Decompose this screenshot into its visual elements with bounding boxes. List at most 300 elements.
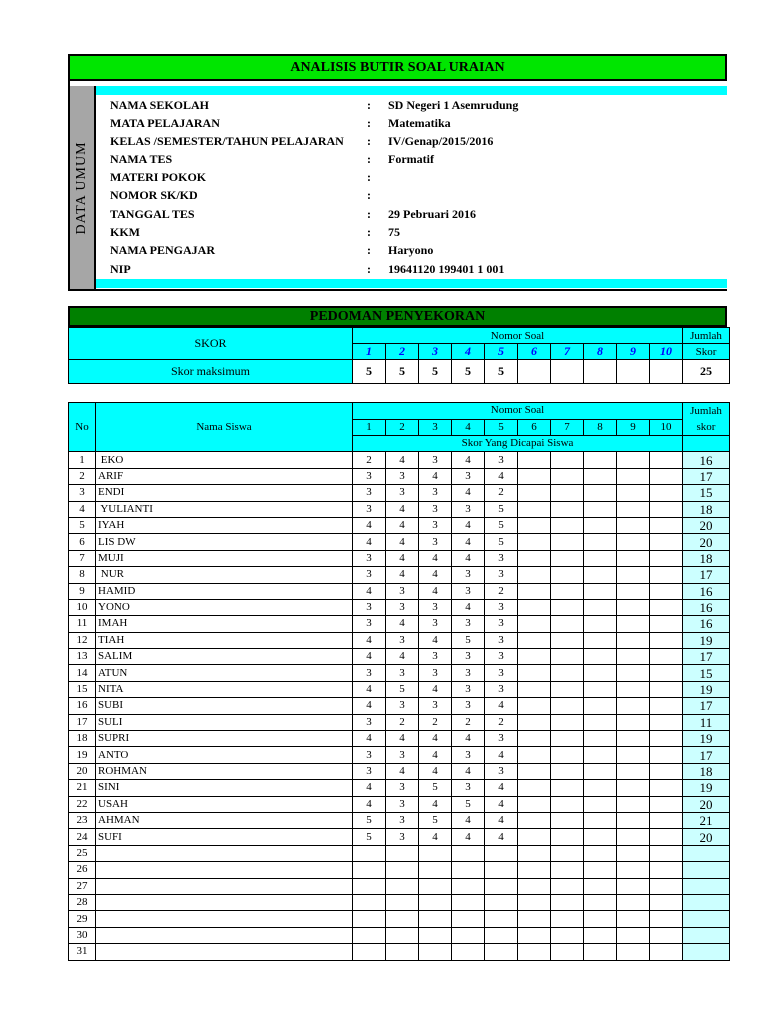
- score-cell: 5: [485, 534, 518, 550]
- score-cell: 4: [386, 567, 419, 583]
- score-cell: [518, 714, 551, 730]
- score-cell: [617, 927, 650, 943]
- score-cell: [452, 878, 485, 894]
- score-cell: 3: [386, 599, 419, 615]
- score-cell: [551, 649, 584, 665]
- score-cell: [551, 763, 584, 779]
- score-cell: 3: [419, 616, 452, 632]
- score-cell: 5: [419, 812, 452, 828]
- score-cell: [584, 468, 617, 484]
- student-name: AHMAN: [96, 812, 353, 828]
- total-score: 20: [683, 829, 730, 845]
- info-label: KELAS /SEMESTER/TAHUN PELAJARAN: [110, 134, 344, 148]
- total-score: [683, 845, 730, 861]
- score-cell: [551, 796, 584, 812]
- score-cell: 3: [386, 796, 419, 812]
- score-cell: 3: [452, 501, 485, 517]
- score-cell: 3: [485, 550, 518, 566]
- row-number: 27: [69, 878, 96, 894]
- score-cell: 3: [419, 665, 452, 681]
- score-cell: [485, 894, 518, 910]
- total-score: 19: [683, 780, 730, 796]
- score-cell: [584, 665, 617, 681]
- score-cell: [584, 517, 617, 533]
- score-cell: [650, 944, 683, 960]
- score-cell: [584, 681, 617, 697]
- student-name: ENDI: [96, 485, 353, 501]
- score-cell: [551, 616, 584, 632]
- score-cell: [650, 714, 683, 730]
- score-cell: 4: [353, 534, 386, 550]
- score-cell: [650, 599, 683, 615]
- score-cell: [518, 534, 551, 550]
- nama-siswa-header: Nama Siswa: [96, 403, 353, 452]
- skor-dicapai-header: Skor Yang Dicapai Siswa: [353, 436, 683, 452]
- score-cell: 4: [386, 517, 419, 533]
- row-number: 13: [69, 649, 96, 665]
- score-cell: [551, 731, 584, 747]
- score-cell: [584, 501, 617, 517]
- score-cell: 3: [485, 665, 518, 681]
- student-row: [69, 501, 730, 517]
- row-number: 22: [69, 796, 96, 812]
- score-cell: [650, 878, 683, 894]
- score-cell: [551, 714, 584, 730]
- row-number: 4: [69, 501, 96, 517]
- score-cell: [617, 763, 650, 779]
- student-row: [69, 780, 730, 796]
- score-cell: [617, 862, 650, 878]
- score-cell: 4: [485, 468, 518, 484]
- score-cell: 4: [452, 829, 485, 845]
- score-cell: [452, 862, 485, 878]
- student-row: [69, 632, 730, 648]
- score-cell: 4: [419, 829, 452, 845]
- score-cell: 3: [452, 698, 485, 714]
- info-value: 29 Pebruari 2016: [388, 207, 476, 221]
- score-cell: [518, 501, 551, 517]
- score-cell: [617, 468, 650, 484]
- soal-number: 9: [617, 344, 650, 360]
- score-cell: 3: [452, 747, 485, 763]
- page-title: ANALISIS BUTIR SOAL URAIAN: [68, 54, 727, 81]
- score-cell: 3: [485, 649, 518, 665]
- score-cell: [386, 845, 419, 861]
- score-cell: [617, 485, 650, 501]
- student-row: [69, 599, 730, 615]
- score-cell: 3: [452, 567, 485, 583]
- score-cell: 4: [485, 780, 518, 796]
- max-score-cell: [584, 360, 617, 384]
- student-row: [69, 468, 730, 484]
- score-cell: [551, 812, 584, 828]
- total-score: 20: [683, 796, 730, 812]
- row-number: 25: [69, 845, 96, 861]
- score-cell: [650, 763, 683, 779]
- info-value: IV/Genap/2015/2016: [388, 134, 494, 148]
- student-name: [96, 894, 353, 910]
- score-cell: [485, 862, 518, 878]
- score-cell: 4: [452, 731, 485, 747]
- score-cell: 3: [485, 763, 518, 779]
- student-name: [96, 911, 353, 927]
- score-cell: 3: [353, 501, 386, 517]
- row-number: 11: [69, 616, 96, 632]
- score-cell: [617, 731, 650, 747]
- score-cell: 3: [419, 698, 452, 714]
- info-label: TANGGAL TES: [110, 207, 195, 221]
- score-cell: [617, 829, 650, 845]
- score-cell: [551, 550, 584, 566]
- score-cell: [617, 812, 650, 828]
- score-cell: [518, 665, 551, 681]
- score-cell: [584, 812, 617, 828]
- score-cell: [353, 944, 386, 960]
- max-score-cell: [551, 360, 584, 384]
- score-cell: 2: [485, 583, 518, 599]
- student-row: [69, 649, 730, 665]
- score-cell: [617, 878, 650, 894]
- score-cell: 4: [452, 763, 485, 779]
- score-cell: 3: [452, 665, 485, 681]
- score-cell: [584, 632, 617, 648]
- score-cell: 3: [452, 468, 485, 484]
- row-number: 10: [69, 599, 96, 615]
- score-cell: [584, 485, 617, 501]
- score-cell: [617, 796, 650, 812]
- score-cell: 4: [386, 534, 419, 550]
- score-cell: [518, 583, 551, 599]
- score-cell: [650, 501, 683, 517]
- row-number: 2: [69, 468, 96, 484]
- score-cell: 3: [353, 567, 386, 583]
- score-cell: 3: [485, 599, 518, 615]
- row-number: 12: [69, 632, 96, 648]
- score-cell: 3: [353, 616, 386, 632]
- score-cell: 3: [419, 649, 452, 665]
- total-score: 18: [683, 763, 730, 779]
- student-row: [69, 452, 730, 468]
- student-name: MUJI: [96, 550, 353, 566]
- student-name: SUBI: [96, 698, 353, 714]
- score-cell: 3: [353, 468, 386, 484]
- score-cell: 4: [485, 698, 518, 714]
- total-score: 19: [683, 632, 730, 648]
- info-label: KKM: [110, 225, 140, 239]
- score-cell: [518, 829, 551, 845]
- student-name: [96, 862, 353, 878]
- info-label: NOMOR SK/KD: [110, 188, 198, 202]
- score-cell: 3: [386, 468, 419, 484]
- row-number: 26: [69, 862, 96, 878]
- score-cell: 3: [419, 501, 452, 517]
- info-colon: :: [367, 152, 371, 166]
- total-score: 17: [683, 567, 730, 583]
- max-score-cell: [617, 360, 650, 384]
- score-cell: 3: [353, 485, 386, 501]
- info-colon: :: [367, 262, 371, 276]
- score-cell: [650, 681, 683, 697]
- score-cell: [551, 468, 584, 484]
- student-name: [96, 944, 353, 960]
- score-cell: [551, 894, 584, 910]
- score-cell: [617, 649, 650, 665]
- score-cell: [518, 862, 551, 878]
- score-cell: 4: [419, 747, 452, 763]
- student-row: [69, 698, 730, 714]
- score-cell: 4: [419, 731, 452, 747]
- score-cell: [353, 878, 386, 894]
- score-cell: 4: [353, 649, 386, 665]
- score-cell: 3: [452, 583, 485, 599]
- score-cell: 2: [485, 485, 518, 501]
- score-cell: [452, 845, 485, 861]
- student-name: LIS DW: [96, 534, 353, 550]
- score-cell: [518, 894, 551, 910]
- soal-number: 10: [650, 419, 683, 436]
- student-name: YULIANTI: [96, 501, 353, 517]
- score-cell: [518, 731, 551, 747]
- score-cell: [518, 911, 551, 927]
- total-score: [683, 878, 730, 894]
- score-cell: 3: [419, 452, 452, 468]
- student-row: [69, 763, 730, 779]
- score-cell: [551, 583, 584, 599]
- soal-number: 4: [452, 344, 485, 360]
- student-name: NITA: [96, 681, 353, 697]
- score-cell: [353, 894, 386, 910]
- row-number: 17: [69, 714, 96, 730]
- score-cell: 5: [452, 632, 485, 648]
- score-cell: 3: [419, 485, 452, 501]
- student-name: SUPRI: [96, 731, 353, 747]
- score-cell: [650, 468, 683, 484]
- soal-number: 1: [353, 344, 386, 360]
- info-value: Haryono: [388, 243, 434, 257]
- score-cell: 5: [353, 812, 386, 828]
- soal-number: 8: [584, 419, 617, 436]
- score-cell: [386, 944, 419, 960]
- max-score-cell: 5: [485, 360, 518, 384]
- student-name: [96, 927, 353, 943]
- score-cell: [518, 632, 551, 648]
- jumlah-spacer: [683, 436, 730, 452]
- score-cell: [419, 927, 452, 943]
- score-cell: 4: [353, 517, 386, 533]
- score-cell: [485, 845, 518, 861]
- score-cell: [650, 911, 683, 927]
- max-score-cell: [650, 360, 683, 384]
- student-row: [69, 862, 730, 878]
- student-name: EKO: [96, 452, 353, 468]
- soal-number: 6: [518, 419, 551, 436]
- score-cell: 4: [452, 812, 485, 828]
- score-cell: [551, 681, 584, 697]
- student-name: ARIF: [96, 468, 353, 484]
- score-cell: [650, 632, 683, 648]
- score-cell: 4: [452, 550, 485, 566]
- score-cell: [518, 878, 551, 894]
- max-total-cell: 25: [683, 360, 730, 384]
- score-cell: [551, 944, 584, 960]
- score-cell: [650, 698, 683, 714]
- max-score-cell: 5: [419, 360, 452, 384]
- score-cell: 3: [353, 665, 386, 681]
- row-number: 21: [69, 780, 96, 796]
- row-number: 19: [69, 747, 96, 763]
- score-cell: [518, 698, 551, 714]
- score-cell: [419, 845, 452, 861]
- info-colon: :: [367, 243, 371, 257]
- score-cell: [551, 632, 584, 648]
- score-cell: [551, 747, 584, 763]
- jumlah-skor-header: Skor: [683, 344, 730, 360]
- student-name: ANTO: [96, 747, 353, 763]
- total-score: 16: [683, 452, 730, 468]
- score-cell: 4: [419, 550, 452, 566]
- soal-number: 3: [419, 344, 452, 360]
- total-score: 17: [683, 649, 730, 665]
- score-cell: 4: [419, 567, 452, 583]
- score-cell: 3: [386, 829, 419, 845]
- info-colon: :: [367, 116, 371, 130]
- score-cell: 3: [452, 681, 485, 697]
- score-cell: [650, 812, 683, 828]
- score-cell: [584, 714, 617, 730]
- score-cell: 4: [353, 780, 386, 796]
- score-cell: 3: [419, 517, 452, 533]
- score-cell: [617, 698, 650, 714]
- score-cell: 3: [353, 550, 386, 566]
- score-cell: [551, 517, 584, 533]
- student-row: [69, 845, 730, 861]
- student-name: SALIM: [96, 649, 353, 665]
- score-cell: [485, 944, 518, 960]
- info-label: NAMA TES: [110, 152, 173, 166]
- score-cell: 5: [353, 829, 386, 845]
- score-cell: 3: [485, 632, 518, 648]
- student-row: [69, 927, 730, 943]
- score-cell: [518, 485, 551, 501]
- score-cell: [617, 780, 650, 796]
- score-cell: 4: [386, 763, 419, 779]
- soal-number: 2: [386, 419, 419, 436]
- max-score-cell: 5: [386, 360, 419, 384]
- info-value: Matematika: [388, 116, 451, 130]
- max-score-cell: [518, 360, 551, 384]
- row-number: 23: [69, 812, 96, 828]
- cyan-band-bottom: [94, 279, 727, 288]
- student-row: [69, 747, 730, 763]
- score-cell: [650, 534, 683, 550]
- row-number: 3: [69, 485, 96, 501]
- score-cell: [584, 698, 617, 714]
- score-cell: 4: [419, 681, 452, 697]
- score-cell: 4: [452, 452, 485, 468]
- score-cell: 3: [386, 698, 419, 714]
- score-cell: [584, 550, 617, 566]
- score-cell: [617, 911, 650, 927]
- score-cell: [551, 567, 584, 583]
- score-cell: [617, 534, 650, 550]
- score-cell: 4: [386, 616, 419, 632]
- score-cell: [386, 878, 419, 894]
- score-cell: [485, 927, 518, 943]
- score-cell: 3: [386, 665, 419, 681]
- student-name: ATUN: [96, 665, 353, 681]
- score-cell: 3: [386, 632, 419, 648]
- score-cell: [386, 894, 419, 910]
- score-cell: 5: [386, 681, 419, 697]
- score-cell: [518, 927, 551, 943]
- row-number: 1: [69, 452, 96, 468]
- score-cell: 4: [485, 812, 518, 828]
- score-cell: [419, 862, 452, 878]
- score-cell: 3: [353, 714, 386, 730]
- skor-header: SKOR: [69, 328, 353, 360]
- score-cell: [452, 927, 485, 943]
- score-cell: [518, 780, 551, 796]
- score-cell: [518, 649, 551, 665]
- score-cell: [584, 911, 617, 927]
- score-cell: 4: [386, 550, 419, 566]
- score-cell: [617, 599, 650, 615]
- student-row: [69, 829, 730, 845]
- score-cell: [584, 599, 617, 615]
- score-cell: [617, 681, 650, 697]
- info-value: SD Negeri 1 Asemrudung: [388, 98, 519, 112]
- data-umum-label: DATA UMUM: [70, 86, 96, 289]
- score-cell: [551, 927, 584, 943]
- score-cell: [551, 698, 584, 714]
- row-number: 9: [69, 583, 96, 599]
- score-cell: 4: [386, 649, 419, 665]
- student-row: [69, 878, 730, 894]
- score-cell: [551, 485, 584, 501]
- score-cell: 4: [353, 796, 386, 812]
- score-cell: 4: [353, 698, 386, 714]
- score-cell: 5: [485, 517, 518, 533]
- student-row: [69, 714, 730, 730]
- max-score-cell: 5: [452, 360, 485, 384]
- score-cell: [650, 845, 683, 861]
- score-cell: [650, 747, 683, 763]
- soal-number: 1: [353, 419, 386, 436]
- total-score: [683, 927, 730, 943]
- score-cell: [518, 812, 551, 828]
- score-cell: 4: [419, 583, 452, 599]
- score-cell: [551, 501, 584, 517]
- row-number: 16: [69, 698, 96, 714]
- score-cell: 5: [485, 501, 518, 517]
- score-cell: [518, 468, 551, 484]
- total-score: 21: [683, 812, 730, 828]
- score-cell: [518, 517, 551, 533]
- score-cell: [551, 780, 584, 796]
- score-cell: 3: [419, 534, 452, 550]
- score-cell: [353, 911, 386, 927]
- score-cell: [584, 616, 617, 632]
- score-cell: 2: [452, 714, 485, 730]
- score-cell: 4: [452, 485, 485, 501]
- info-label: NAMA PENGAJAR: [110, 243, 215, 257]
- info-label: NIP: [110, 262, 131, 276]
- soal-number: 3: [419, 419, 452, 436]
- total-score: 18: [683, 550, 730, 566]
- row-number: 14: [69, 665, 96, 681]
- score-cell: [551, 878, 584, 894]
- no-header: No: [69, 403, 96, 452]
